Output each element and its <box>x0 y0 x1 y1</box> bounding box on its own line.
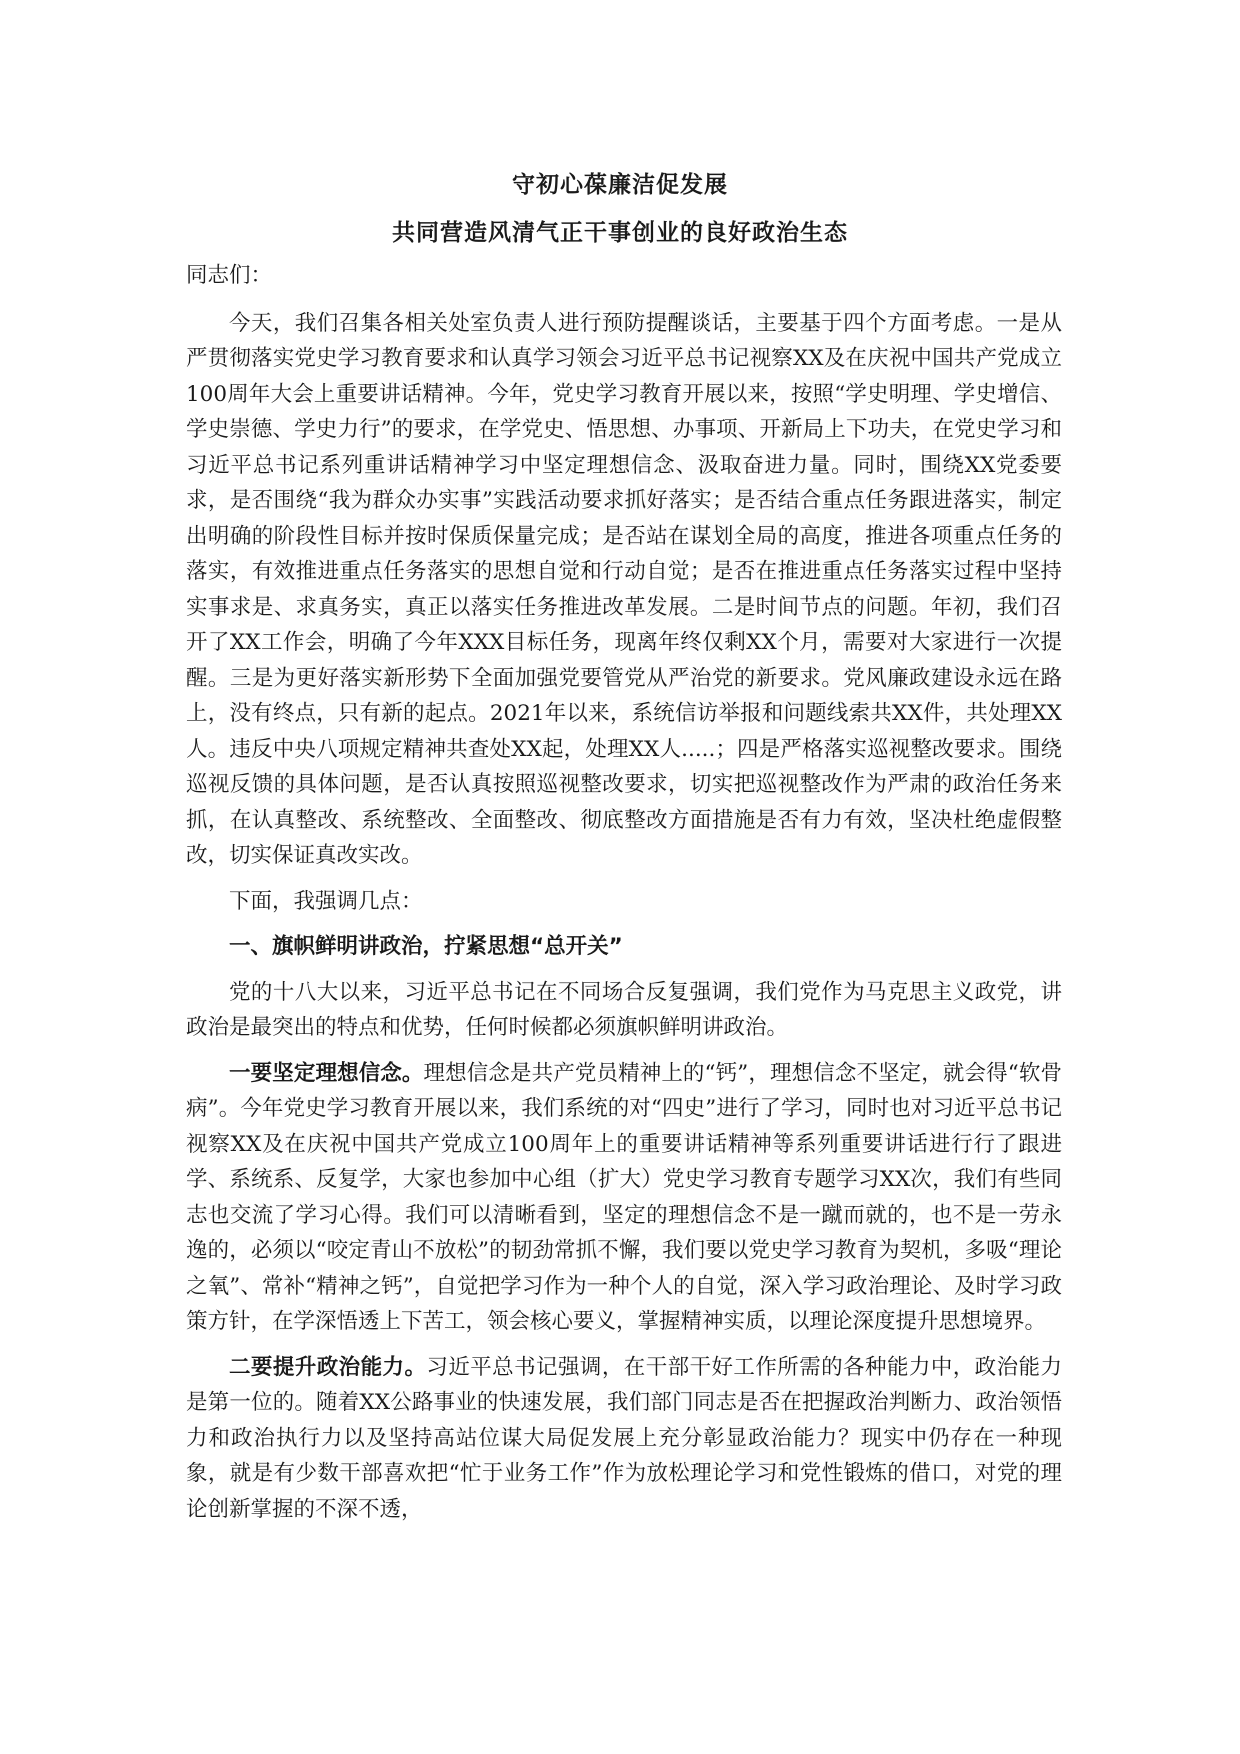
salutation: 同志们： <box>186 263 273 288</box>
point2-paragraph <box>186 1350 1062 1528</box>
point1-paragraph <box>186 1056 1062 1340</box>
document-body <box>186 258 1062 1527</box>
document-title-line1: 守初心葆廉洁促发展 <box>512 172 728 198</box>
document-title-line2: 共同营造风清气正干事创业的良好政治生态 <box>392 220 848 246</box>
paragraph-intro: 今天，我们召集各相关处室负责人进行预防提醒谈话，主要基于四个方面考虑。一是从严贯彻落实党史学习教育要求和认真学习领会习近平总书记视察XX及在庆祝中国共产党成立100周年大会上重要讲话精神。今年，党史学习教育开展以来，按照“学史明理、学史增信、学史崇德、学史力行”的要求，在学党史、悟思想、办事项、开新局上下功夫，在党史学习和习近平总书记系列重讲话精神学习中坚定理想信念、汲取奋进力量。同时，围绕XX党委要求，是否围绕“我为群众办实事”实践活动要求抓好落实；是否结合重点任务跟进落实，制定出明确的阶段性目标并按时保质保量完成；是否站在谋划全局的高度，推进各项重点任务的落实，有效推进重点任务落实的思想自觉和行动自觉；是否在推进重点任务落实过程中坚持实事求是、求真务实，真正以落实任务推进改革发展。二是时间节点的问题。年初，我们召开了XX工作会，明确了今年XXX目标任务，现离年终仅剩XX个月，需要对大家进行一次提醒。三是为更好落实新形势下全面加强党要管党从严治党的新要求。党风廉政建设永远在路上，没有终点，只有新的起点。2021年以来，系统信访举报和问题线索共XX件，共处理XX人。违反中央八项规定精神共查处XX起，处理XX人.....；四是严格落实巡视整改要求。围绕巡视反馈的具体问题，是否认真按照巡视整改要求，切实把巡视整改作为严肃的政治任务来抓，在认真整改、系统整改、全面整改、彻底整改方面措施是否有力有效，坚决杜绝虚假整改，切实保证真改实改。 <box>186 310 1062 868</box>
section1-paragraph: 党的十八大以来，习近平总书记在不同场合反复强调，我们党作为马克思主义政党，讲政治是最突出的特点和优势，任何时候都必须旗帜鲜明讲政治。 <box>186 979 1062 1040</box>
point2-lead: 二要提升政治能力。 <box>229 1354 427 1380</box>
point2-text: 习近平总书记强调，在干部干好工作所需的各种能力中，政治能力是第一位的。随着XX公路事业的快速发展，我们部门同志是否在把握政治判断力、政治领悟力和政治执行力以及坚持高站位谋大局促发展上充分彰显政治能力？现实中仍存在一种现象，就是有少数干部喜欢把“忙于业务工作”作为放松理论学习和党性锻炼的借口，对党的理论创新掌握的不深不透， <box>186 1354 1062 1522</box>
point1-lead: 一要坚定理想信念。 <box>229 1060 424 1086</box>
section1-heading: 一、旗帜鲜明讲政治，拧紧思想“总开关” <box>229 934 623 959</box>
point1-text: 理想信念是共产党员精神上的“钙”，理想信念不坚定，就会得“软骨病”。今年党史学习教育开展以来，我们系统的对“四史”进行了学习，同时也对习近平总书记视察XX及在庆祝中国共产党成立100周年上的重要讲话精神等系列重要讲话进行行了跟进学、系统系、反复学，大家也参加中心组（扩大）党史学习教育专题学习XX次，我们有些同志也交流了学习心得。我们可以清晰看到，坚定的理想信念不是一蹴而就的，也不是一劳永逸的，必须以“咬定青山不放松”的韧劲常抓不懈，我们要以党史学习教育为契机，多吸“理论之氧”、常补“精神之钙”，自觉把学习作为一种个人的自觉，深入学习政治理论、及时学习政策方针，在学深悟透上下苦工，领会核心要义，掌握精神实质，以理论深度提升思想境界。 <box>186 1060 1062 1334</box>
paragraph-transition: 下面，我强调几点： <box>229 888 423 914</box>
